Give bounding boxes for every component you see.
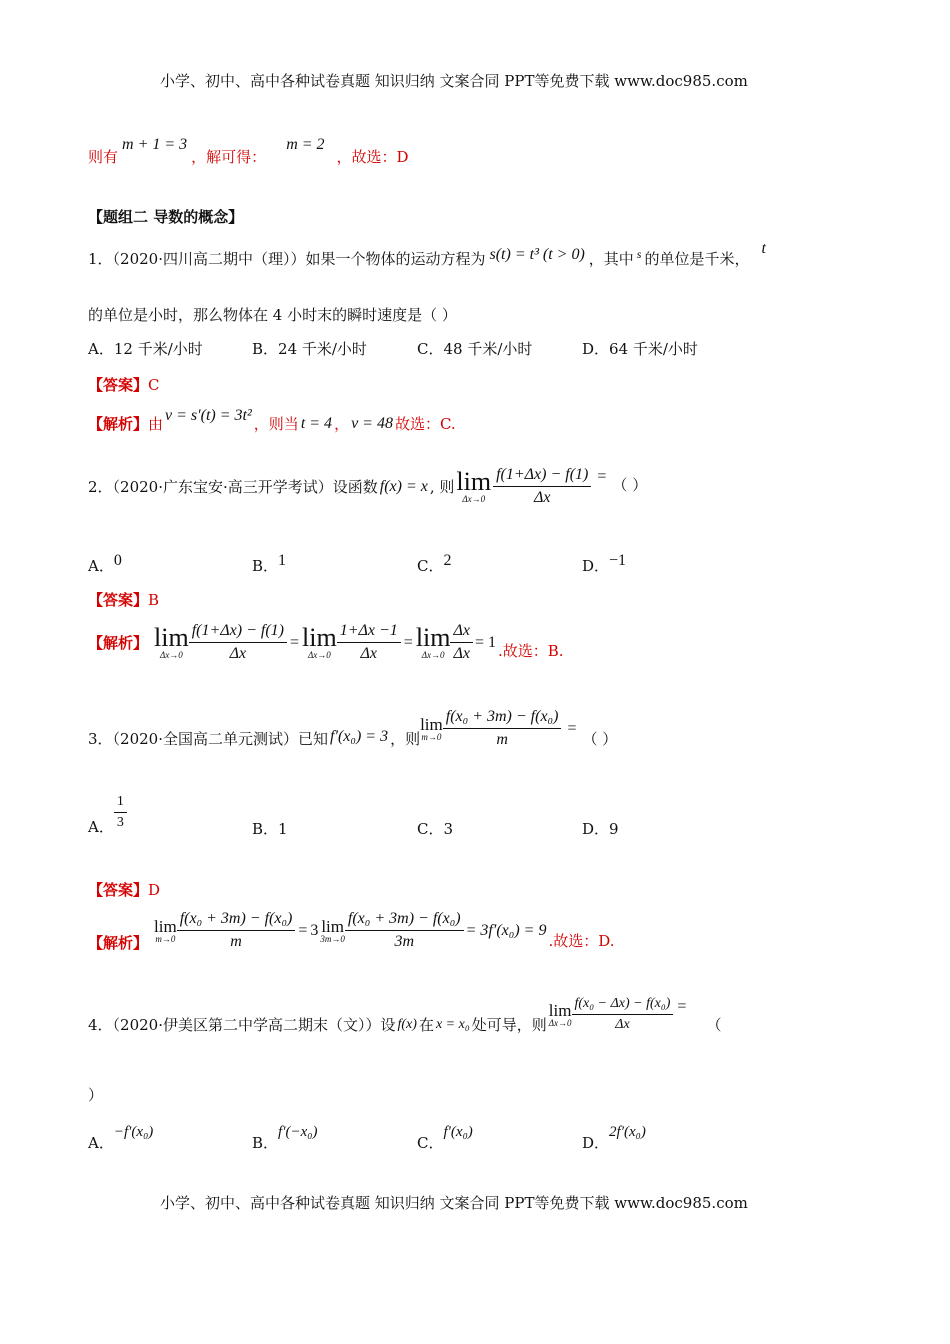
q3-option-a-den: 3	[116, 815, 124, 830]
q1-option-a: A．12 千米/小时	[88, 340, 203, 358]
q4-option-d-label: D．	[582, 1134, 610, 1152]
q3-analysis-end: .故选：D.	[548, 932, 615, 950]
q3-option-a-frac	[114, 794, 127, 831]
intro-eq2: m = 2	[286, 135, 325, 153]
q2-stem	[88, 466, 647, 507]
q3-a-lim2-sub: 3m→0	[320, 933, 345, 944]
q2-lim-text: lim	[456, 467, 492, 496]
q4-option-c-value: f′(x₀)	[443, 1124, 473, 1140]
q1-stem-line2: 的单位是小时，那么物体在 4 小时末的瞬时速度是（ ）	[88, 306, 457, 324]
q4-option-d	[582, 1122, 646, 1152]
q2-a-lim2-sub: Δx→0	[307, 650, 331, 660]
q3-option-a-label: A．	[88, 818, 114, 836]
q4-denominator: Δx	[615, 1017, 630, 1032]
q4-numerator: f(x₀ − Δx) − f(x₀)	[572, 996, 674, 1015]
q2-a-lim3-text: lim	[415, 623, 451, 652]
q4-option-b	[252, 1122, 318, 1152]
q2-answer-value: B	[148, 591, 160, 609]
q3-fraction	[443, 708, 562, 749]
q2-option-a-value: 0	[113, 551, 122, 569]
q2-option-d-label: D．	[582, 557, 610, 575]
q2-analysis	[88, 622, 564, 663]
q2-stem-b: , 则	[429, 478, 455, 496]
q1-answer	[88, 374, 160, 395]
q3-given: f′(x₀) = 3	[330, 727, 389, 745]
q2-option-c	[417, 550, 452, 575]
q4-paren-open: （	[706, 1016, 722, 1034]
q4-option-a-value: −f′(x₀)	[113, 1124, 154, 1140]
q2-a-lim2-text: lim	[302, 623, 337, 652]
q2-answer	[88, 589, 159, 610]
q2-a-frac3-num: Δx	[450, 622, 473, 643]
q1-analysis	[88, 406, 456, 434]
q4-xeq: x = x₀	[435, 1016, 470, 1032]
intro-mid: ，解可得：	[191, 148, 267, 166]
q4-lim-sub: Δx→0	[548, 1017, 572, 1028]
q4-option-a-label: A．	[88, 1134, 114, 1152]
q3-stem-a: 3．（2020·全国高二单元测试）已知	[88, 730, 328, 748]
q2-analysis-label: 【解析】	[88, 634, 149, 652]
q3-a-frac2	[345, 910, 464, 951]
q3-a-frac1	[177, 910, 296, 951]
q4-option-b-label: B．	[252, 1134, 279, 1152]
q3-option-a-num: 1	[114, 794, 127, 813]
intro-eq1: m + 1 = 3	[122, 135, 188, 153]
q2-a-frac2-den: Δx	[360, 645, 377, 662]
q1-option-d: D．64 千米/小时	[582, 340, 698, 358]
q2-stem-a: 2．（2020·广东宝安·高三开学考试）设函数	[88, 478, 378, 496]
q4-fx: f(x)	[397, 1016, 417, 1032]
q3-a-lim2-text: lim	[321, 916, 344, 936]
q3-a-frac2-den: 3m	[394, 933, 415, 950]
q2-eq: =	[597, 467, 607, 485]
q3-stem	[88, 708, 617, 749]
q1-stem-b: ，其中	[588, 250, 634, 268]
q4-stem-a: 4．（2020·伊美区第二中学高二期末（文））设	[88, 1016, 396, 1034]
q2-a-frac1-num: f(1+Δx) − f(1)	[189, 622, 287, 643]
q3-analysis	[88, 910, 614, 951]
page-footer: 小学、初中、高中各种试卷真题 知识归纳 文案合同 PPT等免费下载 www.doc985.com	[160, 1194, 748, 1212]
q2-denominator: Δx	[533, 489, 551, 506]
q2-option-b-value: 1	[278, 551, 287, 569]
q2-option-b	[252, 550, 287, 575]
q3-a-lim1	[154, 918, 177, 944]
q3-denominator: m	[496, 731, 508, 748]
q4-option-d-value: 2f′(x₀)	[609, 1124, 646, 1140]
group-title: 【题组二 导数的概念】	[88, 208, 244, 226]
q2-a-lim1	[154, 625, 189, 660]
q3-a-lim1-text: lim	[154, 916, 177, 936]
q1-analysis-c: ，	[334, 415, 350, 433]
q1-stem-line1	[88, 239, 766, 269]
q1-var-s: s	[636, 247, 642, 261]
q3-lim	[420, 716, 443, 742]
q4-lim	[549, 1002, 572, 1028]
q1-analysis-t: t = 4	[300, 414, 333, 432]
q3-a-frac2-num: f(x₀ + 3m) − f(x₀)	[345, 910, 464, 931]
q2-lim-sub: Δx→0	[462, 494, 486, 504]
q2-analysis-end: .故选：B.	[498, 642, 564, 660]
q4-lim-text: lim	[548, 1000, 572, 1020]
q1-analysis-v: v = 48	[351, 414, 393, 432]
q1-formula: s(t) = t³ (t > 0)	[489, 245, 585, 263]
q3-lim-text: lim	[420, 714, 443, 734]
q2-option-d-value: −1	[609, 551, 627, 569]
q4-option-c-label: C．	[417, 1134, 444, 1152]
q3-a-eq1: =	[298, 921, 308, 939]
q3-answer	[88, 879, 160, 900]
q3-eq: =	[567, 719, 577, 737]
q2-numerator: f(1+Δx) − f(1)	[493, 466, 591, 487]
q3-option-a	[88, 794, 127, 836]
q2-a-eq1: =	[289, 633, 300, 651]
q4-option-c	[417, 1122, 473, 1152]
q4-fraction	[572, 996, 674, 1033]
q3-a-lim2	[320, 918, 345, 944]
q4-option-b-value: f′(−x₀)	[278, 1124, 318, 1140]
q1-analysis-b: ，则当	[253, 415, 299, 433]
q3-answer-value: D	[148, 881, 161, 899]
q1-answer-label: 【答案】	[88, 376, 149, 394]
q4-stem	[88, 996, 721, 1033]
intro-line	[88, 135, 409, 167]
q2-a-lim2	[302, 625, 337, 660]
q2-option-a-label: A．	[88, 557, 114, 575]
q2-a-frac1-den: Δx	[229, 645, 247, 662]
q2-option-a	[88, 550, 122, 575]
q2-fraction	[493, 466, 591, 507]
q2-a-eq2: =	[403, 633, 413, 651]
page-header: 小学、初中、高中各种试卷真题 知识归纳 文案合同 PPT等免费下载 www.doc985.com	[160, 72, 748, 90]
q2-option-b-label: B．	[252, 557, 279, 575]
q2-a-frac2	[337, 622, 401, 663]
q2-a-frac1	[189, 622, 287, 663]
q2-lim	[456, 469, 491, 504]
q2-answer-label: 【答案】	[88, 591, 149, 609]
q2-a-lim3-sub: Δx→0	[421, 650, 445, 660]
q1-analysis-a: 由	[148, 415, 164, 433]
q1-stem-a: 1．（2020·四川高二期中（理））如果一个物体的运动方程为	[88, 250, 486, 268]
q4-option-a	[88, 1122, 154, 1152]
q3-a-frac1-den: m	[230, 933, 242, 950]
q3-option-d: D．9	[582, 820, 619, 838]
q1-analysis-label: 【解析】	[88, 415, 149, 433]
q4-stem-b: 在	[418, 1016, 434, 1034]
q1-analysis-formula: v = s′(t) = 3t²	[165, 406, 252, 424]
q3-lim-sub: m→0	[421, 731, 442, 742]
q1-answer-value: C	[148, 376, 160, 394]
q2-option-c-value: 2	[443, 551, 452, 569]
q2-option-d	[582, 550, 627, 575]
q2-fx: f(x) = x	[379, 477, 428, 495]
q4-paren-close: ）	[88, 1086, 104, 1104]
q1-option-b: B．24 千米/小时	[252, 340, 367, 358]
q3-stem-b: ，则	[390, 730, 421, 748]
q1-analysis-d: 故选：C.	[394, 415, 456, 433]
q2-a-frac3-den: Δx	[453, 645, 470, 662]
q3-numerator: f(x₀ + 3m) − f(x₀)	[443, 708, 562, 729]
q4-eq: =	[677, 997, 687, 1015]
intro-prefix: 则有	[88, 148, 119, 166]
q2-a-lim1-text: lim	[154, 623, 189, 652]
q2-paren: （ ）	[612, 476, 648, 494]
q3-option-b: B．1	[252, 820, 288, 838]
q2-a-lim1-sub: Δx→0	[159, 650, 183, 660]
q3-a-frac1-num: f(x₀ + 3m) − f(x₀)	[177, 910, 296, 931]
q3-paren: （ ）	[582, 730, 618, 748]
q1-stem-c: 的单位是千米，	[644, 250, 750, 268]
intro-suffix: ，故选：D	[336, 148, 409, 166]
q3-analysis-label: 【解析】	[88, 934, 149, 952]
q2-a-frac3	[450, 622, 473, 663]
q3-a-coef: 3	[310, 921, 319, 939]
q3-a-lim1-sub: m→0	[155, 933, 176, 944]
q3-option-c: C．3	[417, 820, 454, 838]
q1-var-t: t	[761, 239, 766, 257]
q3-a-result: = 3f′(x₀) = 9	[465, 921, 547, 939]
q2-a-lim3	[416, 625, 451, 660]
q2-a-frac2-num: 1+Δx −1	[337, 622, 401, 643]
q4-stem-c: 处可导，则	[471, 1016, 547, 1034]
q2-option-c-label: C．	[417, 557, 444, 575]
q2-a-result: = 1	[474, 633, 497, 651]
q3-answer-label: 【答案】	[88, 881, 149, 899]
q1-option-c: C．48 千米/小时	[417, 340, 533, 358]
